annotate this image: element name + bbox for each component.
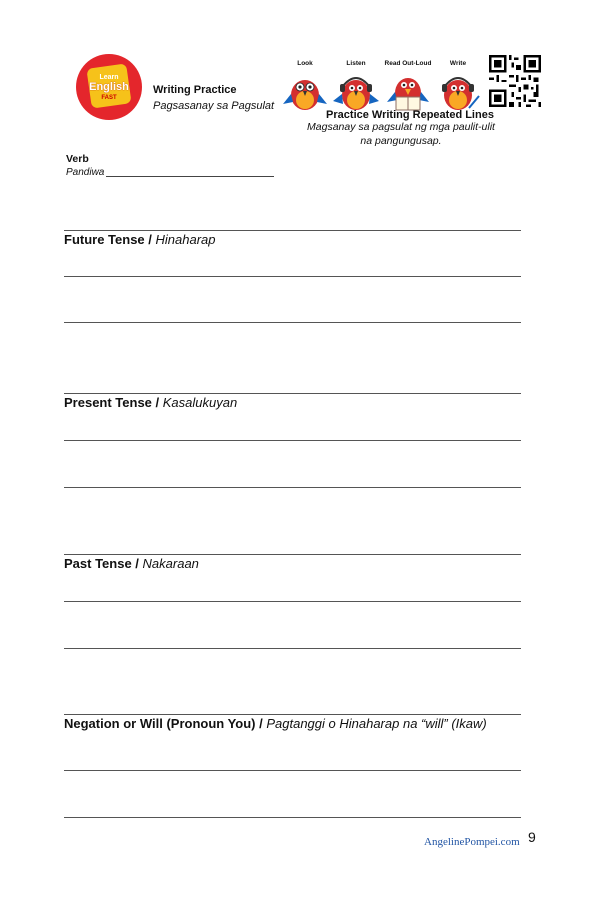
footer-website-link[interactable]: AngelinePompei.com	[424, 836, 520, 848]
logo-text-english: English	[89, 81, 129, 93]
writing-practice-subtitle: Pagsasanay sa Pagsulat	[153, 100, 275, 112]
verb-label: Verb	[66, 153, 89, 165]
learn-english-fast-logo	[76, 54, 142, 120]
read-out-loud-label: Read Out-Loud	[384, 60, 432, 67]
heading-en: Future Tense /	[64, 232, 152, 247]
writing-line[interactable]	[64, 770, 521, 771]
verb-write-line[interactable]	[106, 176, 274, 177]
writing-line[interactable]	[64, 817, 521, 818]
writing-line[interactable]	[64, 276, 521, 277]
heading-tl: Nakaraan	[142, 556, 199, 571]
look-label: Look	[297, 60, 313, 67]
writing-practice-title: Writing Practice	[153, 84, 237, 96]
writing-line[interactable]	[64, 393, 521, 394]
writing-line[interactable]	[64, 230, 521, 231]
parrot-look-icon	[280, 60, 330, 112]
listen-label: Listen	[346, 60, 366, 67]
writing-line[interactable]	[64, 601, 521, 602]
section-heading-future	[64, 232, 216, 247]
heading-en: Negation or Will (Pronoun You) /	[64, 716, 263, 731]
writing-line[interactable]	[64, 648, 521, 649]
logo-text-fast: FAST	[101, 95, 117, 101]
writing-line[interactable]	[64, 440, 521, 441]
heading-tl: Hinaharap	[155, 232, 216, 247]
writing-line[interactable]	[64, 322, 521, 323]
logo-text-learn: Learn	[99, 74, 119, 81]
heading-en: Present Tense /	[64, 395, 160, 410]
section-heading-past	[64, 556, 199, 571]
repeated-lines-title: Practice Writing Repeated Lines	[326, 109, 494, 121]
section-heading-present	[64, 395, 237, 410]
qr-code-icon[interactable]	[489, 55, 541, 107]
heading-tl: Kasalukuyan	[162, 395, 238, 410]
page-number: 9	[528, 829, 536, 845]
parrot-write-icon	[433, 60, 483, 112]
parrot-read-icon	[383, 60, 433, 112]
repeated-lines-subtitle: Magsanay sa pagsulat ng mga paulit-ulit na pangungusap.	[307, 121, 495, 147]
parrot-listen-icon	[331, 60, 381, 112]
writing-line[interactable]	[64, 714, 521, 715]
heading-en: Past Tense /	[64, 556, 139, 571]
writing-line[interactable]	[64, 487, 521, 488]
writing-line[interactable]	[64, 554, 521, 555]
write-label: Write	[449, 60, 467, 67]
heading-tl: Pagtanggi o Hinaharap na “will” (Ikaw)	[266, 716, 487, 731]
section-heading-negation	[64, 716, 487, 731]
pandiwa-label: Pandiwa	[66, 167, 105, 178]
